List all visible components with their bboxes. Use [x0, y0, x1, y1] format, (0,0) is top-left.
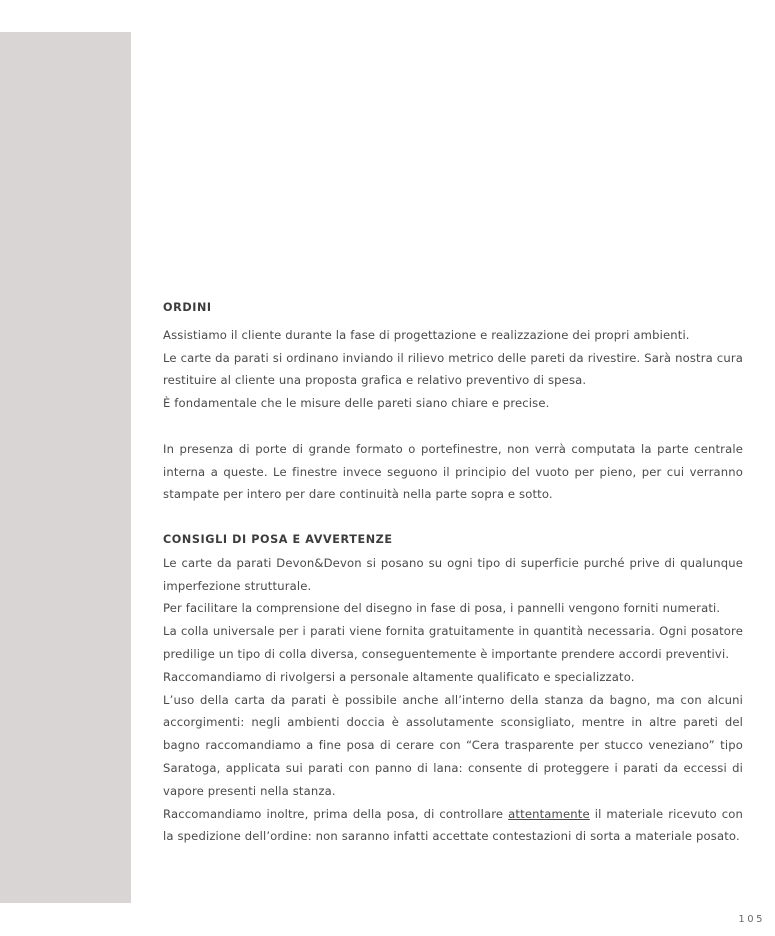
- ordini-paragraph-4: In presenza di porte di grande formato o portefinestre, non verrà computata la parte centrale interna a queste. Le finestre invece seguono il principio del vuoto per pieno, per cui verranno stampate per intero per dare continuità nella parte sopra e sotto.: [163, 441, 743, 502]
- underlined-word: attentamente: [508, 806, 590, 821]
- ordini-paragraph-2: Le carte da parati si ordinano inviando il rilievo metrico delle pareti da rivestire. Sarà nostra cura restituire al cliente una proposta grafica e relativo preventivo di spesa.: [163, 350, 743, 388]
- ordini-paragraph-1: Assistiamo il cliente durante la fase di progettazione e realizzazione dei propri ambienti.: [163, 327, 690, 342]
- consigli-paragraph-6-start: Raccomandiamo inoltre, prima della posa, di controllare: [163, 806, 509, 821]
- consigli-paragraph-1: Le carte da parati Devon&Devon si posano su ogni tipo di superficie purché prive di qualunque imperfezione strutturale.: [163, 555, 743, 593]
- consigli-paragraph-4: Raccomandiamo di rivolgersi a personale altamente qualificato e specializzato.: [163, 669, 635, 684]
- spacer: [163, 415, 743, 438]
- sidebar-panel: [0, 32, 131, 903]
- document-body: [163, 297, 743, 848]
- heading-consigli: CONSIGLI DI POSA E AVVERTENZE: [163, 532, 393, 546]
- consigli-paragraph-5: L’uso della carta da parati è possibile anche all’interno della stanza da bagno, ma con alcuni accorgimenti: negli ambienti doccia è assolutamente sconsigliato, mentre in altre pareti del bagno raccomandiamo a fine posa di cerare con “Cera trasparente per stucco veneziano” tipo Saratoga, applicata sui parati con panno di lana: consente di proteggere i parati da eccessi di vapore presenti nella stanza.: [163, 692, 743, 798]
- consigli-paragraph-2: Per facilitare la comprensione del disegno in fase di posa, i pannelli vengono forniti numerati.: [163, 601, 721, 616]
- heading-ordini: ORDINI: [163, 301, 212, 314]
- ordini-paragraph-3: È fondamentale che le misure delle pareti siano chiare e precise.: [163, 396, 550, 411]
- consigli-paragraph-3: La colla universale per i parati viene fornita gratuitamente in quantità necessaria. Ogni posatore predilige un tipo di colla diversa, conseguentemente è importante prendere accordi preventivi.: [163, 624, 743, 661]
- spacer: [163, 506, 743, 529]
- page-number: 105: [738, 914, 765, 925]
- consigli-paragraph-6-end: il materiale ricevuto con la spedizione dell’ordine: non saranno infatti accettate contestazioni di sorta a materiale posato.: [163, 806, 744, 844]
- consigli-paragraph-6: [163, 803, 743, 849]
